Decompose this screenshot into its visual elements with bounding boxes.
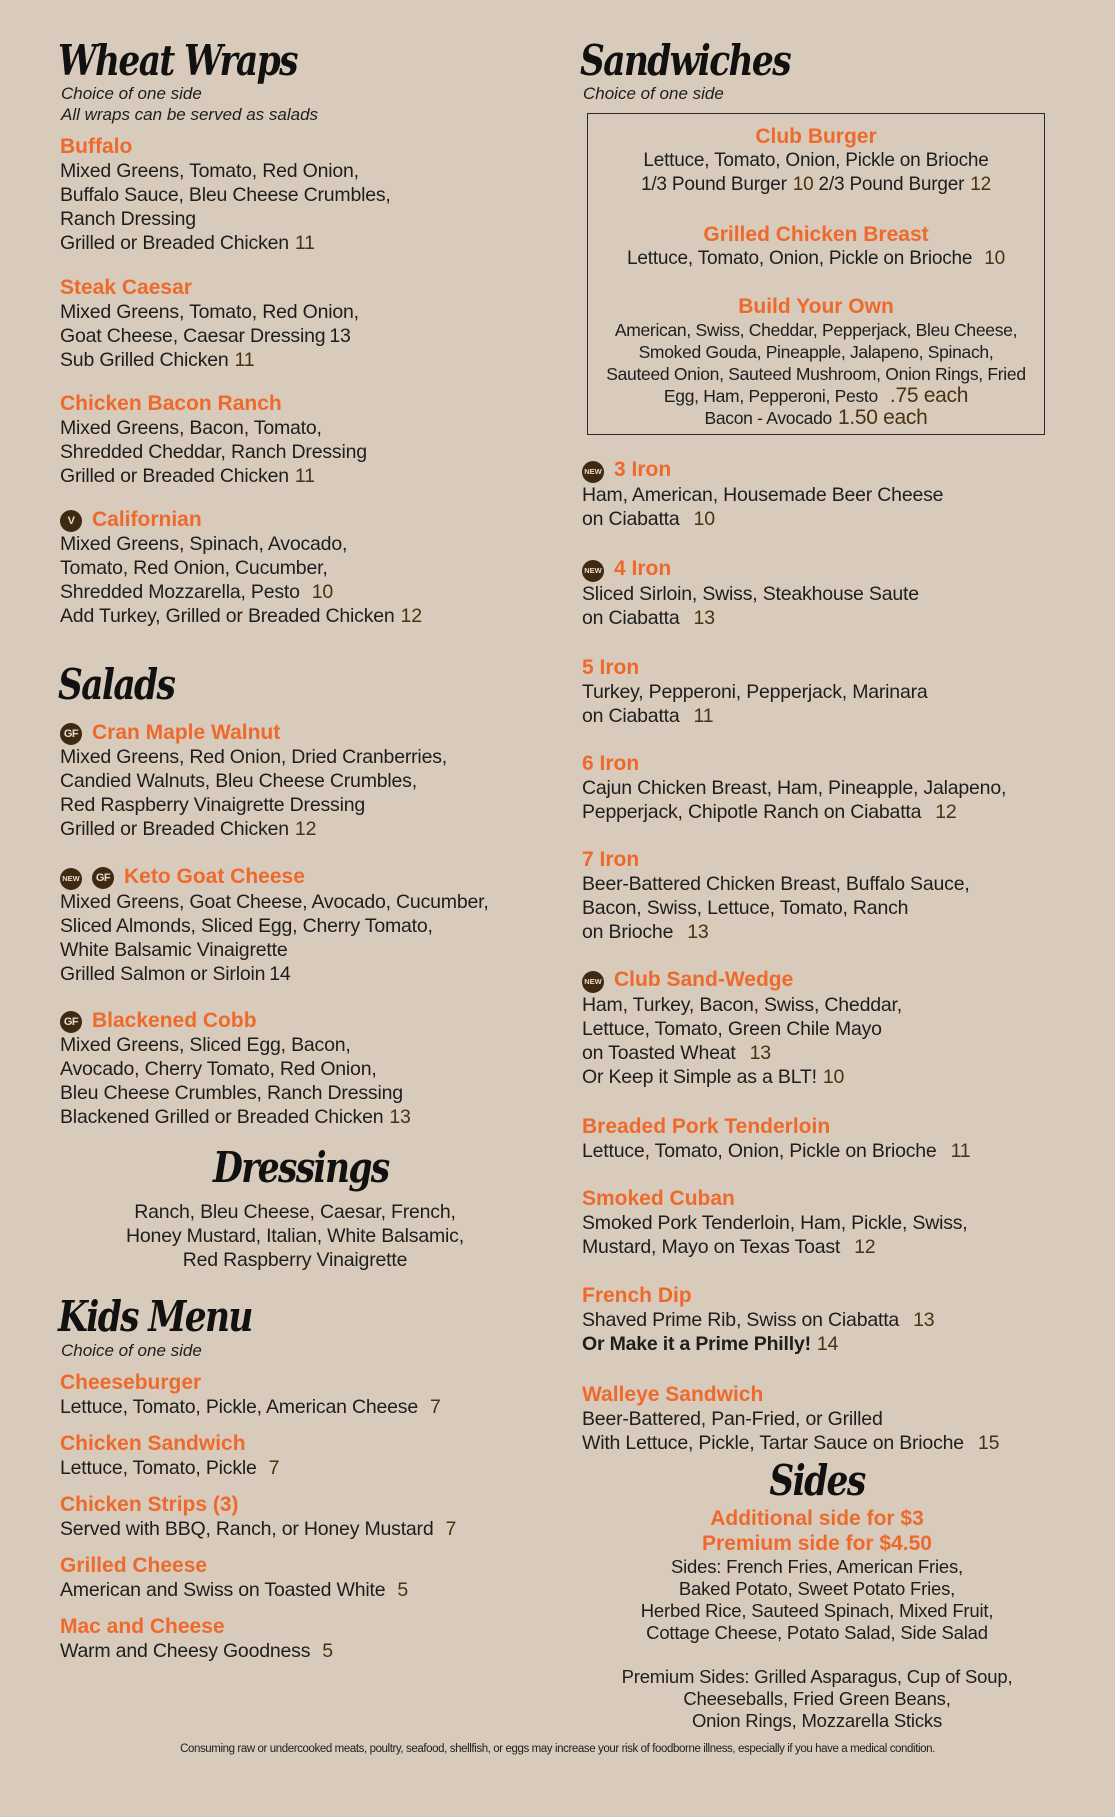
topping-line: Egg, Ham, Pepperoni, Pesto (663, 386, 878, 406)
item-price: 10 (792, 174, 814, 195)
gluten-free-badge-icon: GF (60, 1011, 82, 1033)
item-name: Blackened Cobb (92, 1009, 257, 1032)
item-name: Steak Caesar (60, 276, 192, 299)
kids-subtitle: Choice of one side (61, 1341, 202, 1360)
wrap-item-chicken-bacon-ranch (60, 391, 367, 488)
wrap-item-steak-caesar (60, 275, 359, 372)
topping-line: American, Swiss, Cheddar, Pepperjack, Bleu Cheese, (614, 320, 1018, 340)
kids-item (60, 1370, 456, 1419)
vegetarian-badge-icon: V (60, 510, 82, 532)
item-price: 13 (913, 1309, 935, 1331)
item-name: Walleye Sandwich (582, 1383, 764, 1406)
salad-item-keto-goat-cheese (60, 864, 489, 986)
kids-item (60, 1614, 456, 1663)
item-desc-line: Lettuce, Tomato, Pickle, American Cheese (60, 1396, 418, 1418)
item-desc-line: Shredded Mozzarella, Pesto (60, 581, 300, 603)
item-name: 6 Iron (582, 752, 640, 775)
item-desc-line: White Balsamic Vinaigrette (60, 939, 288, 961)
item-price: 12 (294, 818, 317, 840)
item-price: 10 (984, 248, 1005, 269)
item-price-alt: 14 (816, 1333, 839, 1355)
burger-size-option: 1/3 Pound Burger (640, 174, 787, 195)
item-desc-line: Red Raspberry Vinaigrette Dressing (60, 794, 365, 816)
item-price: 7 (268, 1457, 280, 1479)
item-desc-line: Cajun Chicken Breast, Ham, Pineapple, Jalapeno, (582, 777, 1007, 799)
item-price: 11 (693, 705, 714, 727)
item-desc-line: on Ciabatta (582, 607, 680, 629)
item-price: 7 (445, 1518, 457, 1540)
item-desc-line: Blackened Grilled or Breaded Chicken (60, 1106, 384, 1128)
item-desc-line: Smoked Pork Tenderloin, Ham, Pickle, Swiss, (582, 1212, 968, 1234)
dressing-line: Honey Mustard, Italian, White Balsamic, (126, 1225, 464, 1247)
item-price: 13 (687, 921, 709, 943)
featured-club-burger (588, 124, 1044, 197)
item-desc-line: Turkey, Pepperoni, Pepperjack, Marinara (582, 681, 928, 703)
item-desc-line: Sliced Almonds, Sliced Egg, Cherry Tomato, (60, 915, 433, 937)
item-name: Cran Maple Walnut (92, 721, 281, 744)
item-desc-line: Grilled or Breaded Chicken (60, 232, 289, 254)
gluten-free-badge-icon: GF (92, 867, 114, 889)
item-desc-line: With Lettuce, Pickle, Tartar Sauce on Brioche (582, 1432, 964, 1454)
item-desc-line: Grilled Salmon or Sirloin (60, 963, 266, 985)
item-price: 11 (294, 232, 315, 254)
item-price: 13 (329, 325, 351, 347)
food-safety-disclaimer: Consuming raw or undercooked meats, poultry, seafood, shellfish, or eggs may increase your risk of foodborne illness, especially if you have a medical condition. (180, 1743, 935, 1755)
item-desc-line: Mixed Greens, Sliced Egg, Bacon, (60, 1034, 351, 1056)
item-desc-line: Mixed Greens, Bacon, Tomato, (60, 417, 322, 439)
item-desc-line: Avocado, Cherry Tomato, Red Onion, (60, 1058, 377, 1080)
item-price: 5 (397, 1579, 409, 1601)
sandwich-item-walleye (582, 1382, 999, 1455)
item-desc-line: Ranch Dressing (60, 208, 196, 230)
sandwich-item-club-sand-wedge (582, 967, 902, 1089)
item-name: Cheeseburger (60, 1371, 202, 1394)
item-desc-line: Ham, Turkey, Bacon, Swiss, Cheddar, (582, 994, 902, 1016)
topping-price: .75 each (889, 384, 969, 407)
sandwiches-title: Sandwiches (580, 36, 790, 85)
dressing-line: Ranch, Bleu Cheese, Caesar, French, (134, 1201, 456, 1223)
premium-topping-price: 1.50 each (837, 406, 928, 429)
item-desc-line: Sliced Sirloin, Swiss, Steakhouse Saute (582, 583, 919, 605)
item-desc-line: Tomato, Red Onion, Cucumber, (60, 557, 328, 579)
featured-burgers-box (587, 113, 1045, 435)
item-desc-line: Mixed Greens, Red Onion, Dried Cranberries, (60, 746, 447, 768)
sandwich-item-4-iron (582, 556, 919, 630)
item-name: 4 Iron (614, 557, 672, 580)
sandwiches-subtitle: Choice of one side (583, 84, 724, 103)
sandwich-item-3-iron (582, 457, 943, 531)
item-name: Chicken Strips (3) (60, 1493, 239, 1516)
item-desc-line: Mustard, Mayo on Texas Toast (582, 1236, 841, 1258)
item-desc-line: Shredded Cheddar, Ranch Dressing (60, 441, 367, 463)
item-desc-line: on Brioche (582, 921, 674, 943)
premium-topping-line: Bacon - Avocado (704, 408, 832, 428)
kids-menu-title: Kids Menu (58, 1292, 252, 1341)
item-desc-line: Lettuce, Tomato, Onion, Pickle on Brioche (643, 150, 989, 171)
item-price: 13 (693, 607, 715, 629)
item-desc-line: Grilled or Breaded Chicken (60, 818, 289, 840)
sandwich-item-french-dip (582, 1283, 934, 1356)
item-price: 10 (311, 581, 334, 603)
side-line: Herbed Rice, Sauteed Spinach, Mixed Fruit, (640, 1600, 994, 1621)
salads-title: Salads (58, 660, 175, 709)
item-desc-line: Mixed Greens, Goat Cheese, Avocado, Cucumber, (60, 891, 489, 913)
item-name: Keto Goat Cheese (124, 865, 305, 888)
item-desc-line: Bleu Cheese Crumbles, Ranch Dressing (60, 1082, 403, 1104)
item-desc-line: Lettuce, Tomato, Onion, Pickle on Brioche (627, 248, 973, 269)
item-price: 12 (854, 1236, 876, 1258)
prime-philly-upgrade: Or Make it a Prime Philly! (582, 1333, 811, 1355)
item-name: Grilled Chicken Breast (703, 223, 929, 246)
premium-side-line: Onion Rings, Mozzarella Sticks (691, 1710, 942, 1731)
additional-side-price: Additional side for $3 (710, 1507, 924, 1530)
premium-side-line: Premium Sides: Grilled Asparagus, Cup of Soup, (621, 1666, 1013, 1687)
item-name: French Dip (582, 1284, 692, 1307)
item-name: Mac and Cheese (60, 1615, 225, 1638)
item-desc-line: on Toasted Wheat (582, 1042, 736, 1064)
sandwich-item-smoked-cuban (582, 1186, 968, 1259)
item-desc-line: Lettuce, Tomato, Onion, Pickle on Brioche (582, 1140, 937, 1162)
item-name: Build Your Own (738, 295, 894, 318)
item-name: Breaded Pork Tenderloin (582, 1115, 831, 1138)
item-desc-line: Bacon, Swiss, Lettuce, Tomato, Ranch (582, 897, 909, 919)
item-price-add: 12 (400, 605, 422, 627)
premium-side-line: Cheeseballs, Fried Green Beans, (683, 1688, 951, 1709)
kids-item-list (60, 1370, 456, 1663)
item-price: 11 (950, 1140, 971, 1162)
item-name: Club Burger (755, 125, 877, 148)
item-price: 13 (749, 1042, 771, 1064)
item-desc-line: Or Keep it Simple as a BLT! (582, 1066, 817, 1088)
wrap-item-buffalo (60, 134, 391, 255)
dressings-title: Dressings (213, 1143, 389, 1192)
side-line: Sides: French Fries, American Fries, (671, 1556, 963, 1577)
item-name: Buffalo (60, 135, 133, 158)
new-badge-icon: NEW (582, 461, 604, 483)
kids-item (60, 1553, 456, 1602)
item-desc-line: Beer-Battered, Pan-Fried, or Grilled (582, 1408, 883, 1430)
item-desc-line: Beer-Battered Chicken Breast, Buffalo Sauce, (582, 873, 970, 895)
item-name: Club Sand-Wedge (614, 968, 794, 991)
premium-side-price: Premium side for $4.50 (702, 1532, 932, 1555)
sandwich-item-breaded-pork-tenderloin (582, 1114, 970, 1163)
new-badge-icon: NEW (582, 560, 604, 582)
topping-line: Sauteed Onion, Sauteed Mushroom, Onion Rings, Fried (606, 364, 1026, 384)
item-price: 13 (389, 1106, 411, 1128)
item-desc-line: Buffalo Sauce, Bleu Cheese Crumbles, (60, 184, 391, 206)
featured-grilled-chicken (588, 222, 1044, 271)
item-desc-line: Lettuce, Tomato, Pickle (60, 1457, 257, 1479)
item-desc-line: Mixed Greens, Tomato, Red Onion, (60, 160, 359, 182)
sandwich-item-7-iron (582, 847, 970, 944)
salad-item-cran-maple-walnut (60, 720, 447, 841)
kids-item (60, 1431, 456, 1480)
item-desc-line: American and Swiss on Toasted White (60, 1579, 386, 1601)
kids-item (60, 1492, 456, 1541)
topping-line: Smoked Gouda, Pineapple, Jalapeno, Spinach, (638, 342, 994, 362)
featured-build-your-own (582, 294, 1050, 429)
sides-section (582, 1506, 1052, 1732)
item-desc-line: Sub Grilled Chicken (60, 349, 229, 371)
item-name: 5 Iron (582, 656, 640, 679)
item-price: 12 (970, 174, 992, 195)
side-line: Cottage Cheese, Potato Salad, Side Salad (646, 1622, 988, 1643)
item-name: Chicken Bacon Ranch (60, 392, 282, 415)
new-badge-icon: NEW (582, 971, 604, 993)
item-name: Grilled Cheese (60, 1554, 208, 1577)
burger-size-option: 2/3 Pound Burger (818, 174, 965, 195)
item-desc-line: Ham, American, Housemade Beer Cheese (582, 484, 944, 506)
item-desc-line: Mixed Greens, Tomato, Red Onion, (60, 301, 359, 323)
item-desc-line: Candied Walnuts, Bleu Cheese Crumbles, (60, 770, 417, 792)
item-desc-line: Shaved Prime Rib, Swiss on Ciabatta (582, 1309, 900, 1331)
wraps-subtitle-salads: All wraps can be served as salads (61, 105, 319, 124)
item-price: 12 (935, 801, 957, 823)
item-desc-line: Served with BBQ, Ranch, or Honey Mustard (60, 1518, 434, 1540)
item-desc-line: Add Turkey, Grilled or Breaded Chicken (60, 605, 395, 627)
salad-item-blackened-cobb (60, 1008, 411, 1129)
sandwich-item-6-iron (582, 751, 1006, 824)
dressings-list (60, 1200, 530, 1272)
new-badge-icon: NEW (60, 868, 82, 890)
item-desc-line: Pepperjack, Chipotle Ranch on Ciabatta (582, 801, 922, 823)
item-name: Chicken Sandwich (60, 1432, 246, 1455)
item-name: Californian (92, 508, 202, 531)
item-desc-line: on Ciabatta (582, 705, 680, 727)
item-name: Smoked Cuban (582, 1187, 735, 1210)
item-price-alt: 10 (822, 1066, 845, 1088)
item-price: 10 (693, 508, 715, 530)
wraps-subtitle-side: Choice of one side (61, 84, 202, 103)
gluten-free-badge-icon: GF (60, 723, 82, 745)
item-desc-line: Warm and Cheesy Goodness (60, 1640, 311, 1662)
item-desc-line: Goat Cheese, Caesar Dressing (60, 325, 326, 347)
item-name: 3 Iron (614, 458, 672, 481)
item-desc-line: Grilled or Breaded Chicken (60, 465, 289, 487)
dressing-line: Red Raspberry Vinaigrette (182, 1249, 408, 1271)
wraps-title: Wheat Wraps (58, 36, 297, 85)
item-desc-line: Mixed Greens, Spinach, Avocado, (60, 533, 348, 555)
item-price: 7 (430, 1396, 441, 1418)
item-price: 15 (977, 1432, 1000, 1454)
wrap-item-californian (60, 507, 422, 628)
item-desc-line: Lettuce, Tomato, Green Chile Mayo (582, 1018, 882, 1040)
side-line: Baked Potato, Sweet Potato Fries, (678, 1578, 956, 1599)
item-price-sub: 11 (234, 349, 255, 371)
item-desc-line: on Ciabatta (582, 508, 680, 530)
item-price: 11 (294, 465, 315, 487)
sides-title: Sides (769, 1456, 865, 1505)
item-price: 14 (269, 963, 291, 985)
item-price: 5 (322, 1640, 333, 1662)
item-name: 7 Iron (582, 848, 640, 871)
sandwich-item-5-iron (582, 655, 928, 728)
